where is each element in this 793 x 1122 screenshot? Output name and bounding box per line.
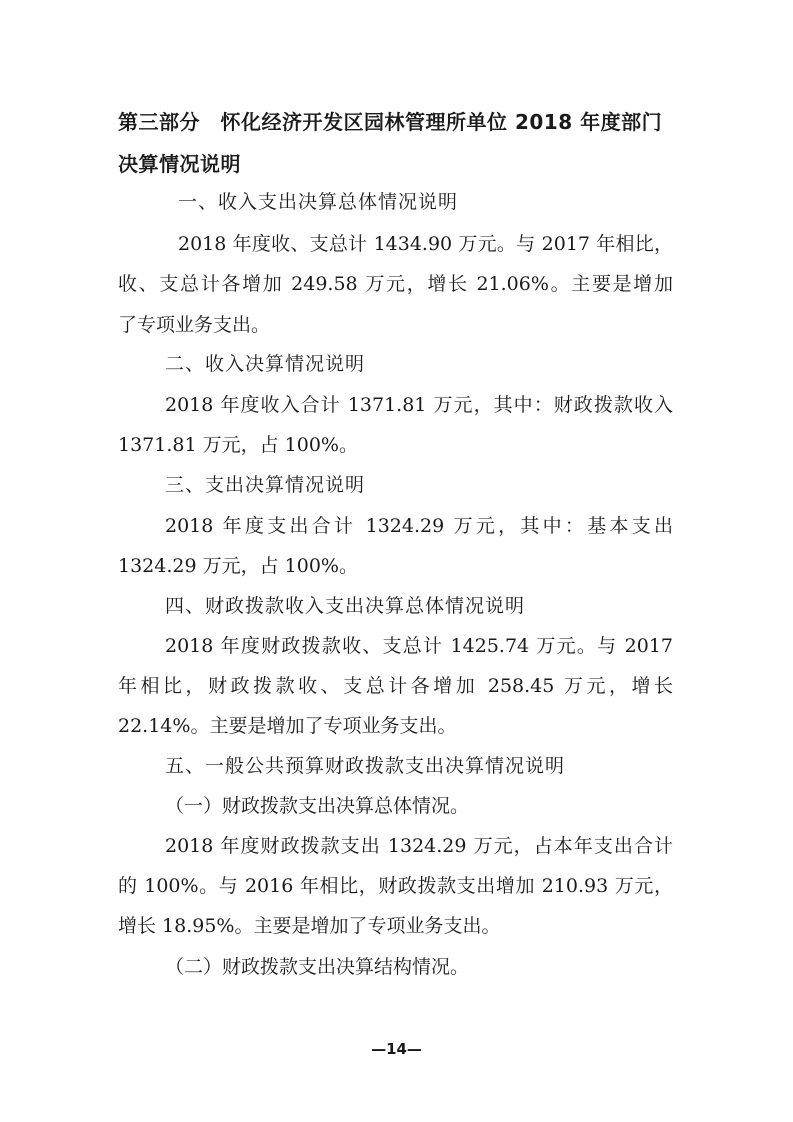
section-2-paragraph-line-2: 1371.81 万元，占 100%。 (118, 434, 358, 456)
section-5-paragraph-line-3: 增长 18.95%。主要是增加了专项业务支出。 (118, 915, 501, 937)
section-2-paragraph-line-1: 2018 年度收入合计 1371.81 万元，其中：财政拨款收入 (165, 394, 673, 416)
section-1-paragraph-line-3: 了专项业务支出。 (118, 314, 271, 336)
document-title-line-1: 第三部分 怀化经济开发区园林管理所单位 2018 年度部门 (118, 110, 663, 134)
section-4-paragraph-line-2: 年相比，财政拨款收、支总计各增加 258.45 万元，增长 (118, 675, 673, 697)
document-title-line-2: 决算情况说明 (118, 152, 241, 176)
section-3-heading: 三、支出决算情况说明 (165, 474, 366, 496)
section-1-heading: 一、收入支出决算总体情况说明 (178, 191, 459, 213)
section-5-heading: 五、一般公共预算财政拨款支出决算情况说明 (165, 755, 566, 777)
section-1-paragraph-line-2: 收、支总计各增加 249.58 万元，增长 21.06%。主要是增加 (118, 273, 673, 295)
section-3-paragraph-line-2: 1324.29 万元，占 100%。 (118, 555, 358, 577)
section-5-subheading-2: （二）财政拨款支出决算结构情况。 (165, 956, 470, 978)
section-2-heading: 二、收入决算情况说明 (165, 353, 366, 375)
section-3-paragraph-line-1: 2018 年度支出合计 1324.29 万元，其中：基本支出 (165, 515, 673, 537)
section-4-paragraph-line-3: 22.14%。主要是增加了专项业务支出。 (118, 715, 457, 737)
section-5-paragraph-line-2: 的 100%。与 2016 年相比，财政拨款支出增加 210.93 万元， (118, 875, 673, 897)
section-4-paragraph-line-1: 2018 年度财政拨款收、支总计 1425.74 万元。与 2017 (165, 635, 673, 657)
page-number: —14— (371, 1040, 422, 1058)
section-4-heading: 四、财政拨款收入支出决算总体情况说明 (165, 595, 526, 617)
section-5-paragraph-line-1: 2018 年度财政拨款支出 1324.29 万元，占本年支出合计 (165, 835, 673, 857)
section-1-paragraph-line-1: 2018 年度收、支总计 1434.90 万元。与 2017 年相比， (178, 233, 673, 255)
section-5-subheading-1: （一）财政拨款支出决算总体情况。 (165, 795, 470, 817)
